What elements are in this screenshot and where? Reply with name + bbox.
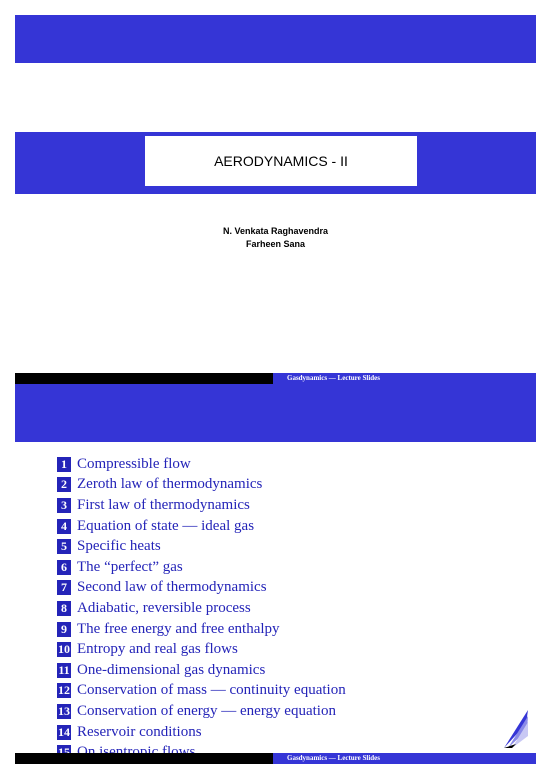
toc-item-number: 12 (58, 683, 70, 698)
institution-logo-icon (502, 708, 530, 750)
author-name: N. Venkata Raghavendra (222, 226, 329, 236)
toc-item[interactable] (57, 660, 346, 681)
toc-item-number: 4 (57, 519, 71, 534)
toc-item-label: First law of thermodynamics (77, 496, 250, 513)
toc-item-label: One-dimensional gas dynamics (77, 661, 266, 678)
toc-item-number: 9 (57, 622, 71, 637)
toc-item-label: Specific heats (77, 538, 161, 555)
toc-item-number: 3 (57, 498, 71, 513)
toc-item-number: 10 (58, 642, 70, 657)
toc-item[interactable] (57, 681, 346, 702)
toc-item[interactable] (57, 722, 346, 743)
toc-item-label: Conservation of energy — energy equation (77, 702, 336, 719)
toc-item[interactable] (57, 557, 346, 578)
toc-item-number: 5 (57, 539, 71, 554)
toc-item-number: 13 (58, 703, 70, 718)
toc-item-number: 6 (57, 560, 71, 575)
slide-title: AERODYNAMICS - II (145, 136, 417, 186)
title-slide (15, 15, 536, 367)
toc-item-number: 11 (58, 662, 70, 677)
toc-item-number: 7 (57, 580, 71, 595)
toc-item[interactable] (57, 639, 346, 660)
toc-item-label: Conservation of mass — continuity equation (77, 682, 346, 699)
toc-item-number: 8 (57, 601, 71, 616)
toc-item-label: Zeroth law of thermodynamics (77, 476, 263, 493)
toc-item-label: Adiabatic, reversible process (77, 599, 251, 616)
section-header-band (15, 384, 536, 442)
header-bar (15, 373, 536, 384)
toc-item[interactable] (57, 578, 346, 599)
toc-item[interactable] (57, 495, 346, 516)
toc-item-label: Second law of thermodynamics (77, 579, 267, 596)
toc-item-label: Equation of state — ideal gas (77, 517, 255, 534)
toc-item-label: Compressible flow (77, 455, 191, 472)
footer-bar (15, 753, 536, 764)
top-band (15, 15, 536, 63)
toc-item[interactable] (57, 598, 346, 619)
toc-item-label: The “perfect” gas (77, 558, 183, 575)
header-text: Gasdynamics — Lecture Slides (273, 373, 536, 384)
contents-slide (15, 373, 536, 764)
toc-item[interactable] (57, 701, 346, 722)
footer-text: Gasdynamics — Lecture Slides (273, 753, 536, 764)
toc-item-label: Reservoir conditions (77, 723, 202, 740)
toc-item[interactable] (57, 536, 346, 557)
toc-item[interactable] (57, 454, 346, 475)
toc-item-number: 14 (58, 724, 70, 739)
toc-item-label: The free energy and free enthalpy (77, 620, 280, 637)
table-of-contents (57, 454, 346, 763)
toc-item[interactable] (57, 475, 346, 496)
toc-item-number: 1 (57, 457, 71, 472)
toc-item[interactable] (57, 619, 346, 640)
toc-item-label: Entropy and real gas flows (77, 641, 238, 658)
toc-item[interactable] (57, 516, 346, 537)
author-name: Farheen Sana (245, 239, 306, 249)
toc-item-number: 2 (57, 477, 71, 492)
